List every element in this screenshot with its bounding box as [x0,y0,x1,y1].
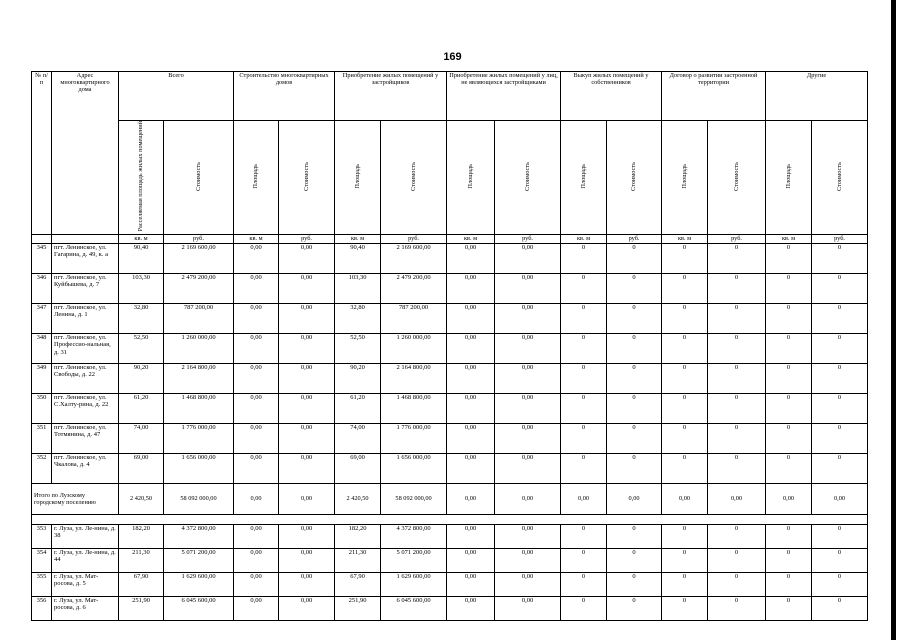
total-value: 0,00 [495,483,561,514]
row-value: 0,00 [279,423,335,453]
row-address: пгт. Ленинское, ул. Ленина, д. 1 [52,303,119,333]
sub-header-cost: Стоимость [495,121,561,235]
row-value: 0 [812,548,868,572]
total-value: 0,00 [279,483,335,514]
row-value: 0,00 [234,423,279,453]
row-value: 0 [812,393,868,423]
row-value: 74,00 [335,423,381,453]
row-value: 0 [708,453,766,483]
row-value: 0,00 [447,453,495,483]
row-value: 61,20 [335,393,381,423]
row-value: 90,20 [335,363,381,393]
row-value: 0 [812,423,868,453]
sub-header-area: Площадь [561,121,607,235]
scan-edge-bar [891,0,896,640]
group-header-from-developers: Приобретение жилых помещений у застройщиков [335,72,447,121]
row-value: 0 [561,243,607,273]
row-value: 0,00 [234,303,279,333]
row-value: 0,00 [234,243,279,273]
row-value: 61,20 [119,393,164,423]
row-value: 0 [708,363,766,393]
row-value: 6 045 600,00 [381,596,447,620]
row-address: г. Луза, ул. Ле-нина, д. 44 [52,548,119,572]
sub-header-cost: Стоимость [164,121,234,235]
row-value: 0 [607,273,662,303]
table-row [32,333,868,363]
row-value: 0 [607,596,662,620]
row-value: 0 [766,363,812,393]
row-value: 32,80 [119,303,164,333]
row-value: 4 372 800,00 [164,524,234,548]
row-value: 0 [662,363,708,393]
row-value: 90,40 [335,243,381,273]
row-value: 0 [766,303,812,333]
row-value: 787 200,00 [381,303,447,333]
total-value: 0,00 [812,483,868,514]
row-value: 0,00 [447,572,495,596]
total-row [32,483,868,514]
row-value: 0,00 [279,548,335,572]
table-row [32,243,868,273]
row-value: 103,30 [119,273,164,303]
row-value: 0,00 [447,363,495,393]
row-address: г. Луза, ул. Мат-росова, д. 6 [52,596,119,620]
row-value: 0,00 [234,453,279,483]
row-value: 0,00 [495,303,561,333]
total-value: 0,00 [662,483,708,514]
total-value: 0,00 [766,483,812,514]
sub-header-area: Площадь [234,121,279,235]
row-value: 0 [561,393,607,423]
row-value: 0 [561,596,607,620]
row-value: 0 [766,393,812,423]
row-value: 0 [766,548,812,572]
row-value: 52,50 [119,333,164,363]
table-row [32,596,868,620]
row-value: 0,00 [495,333,561,363]
row-number: 353 [32,524,52,548]
row-value: 0,00 [495,363,561,393]
row-value: 787 200,00 [164,303,234,333]
row-value: 0,00 [234,333,279,363]
sub-header-cost: Стоимость [812,121,868,235]
table-row [32,548,868,572]
row-address: г. Луза, ул. Мат-росова, д. 5 [52,572,119,596]
row-value: 1 260 000,00 [381,333,447,363]
row-number: 354 [32,548,52,572]
row-value: 0 [766,423,812,453]
row-value: 0,00 [234,548,279,572]
row-value: 0,00 [495,453,561,483]
row-value: 0,00 [447,333,495,363]
table-row [32,273,868,303]
total-label: Итого по Лузскому городскому поселению [32,483,119,514]
group-header-territory-contract: Договор о развитии застроенной территории [662,72,766,121]
row-value: 0 [812,453,868,483]
row-value: 0 [766,524,812,548]
row-value: 0,00 [495,524,561,548]
row-value: 0 [607,393,662,423]
row-value: 0 [708,393,766,423]
row-address: г. Луза, ул. Ле-нина, д. 38 [52,524,119,548]
row-value: 0,00 [495,548,561,572]
table-row [32,303,868,333]
row-value: 0,00 [495,572,561,596]
row-number: 350 [32,393,52,423]
row-value: 0 [708,243,766,273]
total-value: 0,00 [234,483,279,514]
row-value: 2 169 600,00 [381,243,447,273]
row-value: 2 479 200,00 [164,273,234,303]
row-value: 0 [561,453,607,483]
row-value: 0,00 [234,524,279,548]
row-value: 0,00 [495,393,561,423]
row-value: 0 [662,243,708,273]
group-header-construction: Строительство многоквартирных домов [234,72,335,121]
row-value: 0 [607,524,662,548]
row-value: 0 [766,453,812,483]
row-value: 1 468 800,00 [164,393,234,423]
row-value: 0 [708,303,766,333]
row-number: 345 [32,243,52,273]
group-header-other: Другие [766,72,868,121]
table-body-luza [32,524,868,620]
row-value: 0 [662,453,708,483]
row-value: 0,00 [279,303,335,333]
row-value: 90,40 [119,243,164,273]
col-address-header: Адрес многоквартирного дома [52,72,119,235]
row-value: 0,00 [447,548,495,572]
row-value: 0,00 [447,524,495,548]
row-value: 0 [812,572,868,596]
table-row [32,363,868,393]
row-value: 0 [708,596,766,620]
row-value: 0 [607,303,662,333]
group-header-buyout: Выкуп жилых помещений у собственников [561,72,662,121]
row-value: 1 656 000,00 [164,453,234,483]
row-value: 0,00 [495,243,561,273]
row-address: пгт. Ленинское, ул. Профессио-нальная, д. 31 [52,333,119,363]
total-value: 2 420,50 [119,483,164,514]
row-value: 0 [607,572,662,596]
row-value: 0,00 [447,303,495,333]
sub-header-area: Площадь [662,121,708,235]
row-value: 0,00 [234,363,279,393]
row-value: 0,00 [447,596,495,620]
row-value: 1 629 600,00 [381,572,447,596]
row-value: 0 [812,243,868,273]
row-value: 0,00 [234,393,279,423]
units-row: кв. м руб. кв. м руб. кв. м руб. кв. м руб. кв. м руб. кв. м руб. кв. м руб. [32,234,868,243]
row-address: пгт. Ленинское, ул. Тотмянина, д. 47 [52,423,119,453]
row-number: 355 [32,572,52,596]
row-value: 0 [708,273,766,303]
row-value: 0,00 [495,596,561,620]
row-value: 0 [766,273,812,303]
row-value: 103,30 [335,273,381,303]
row-value: 0 [812,273,868,303]
row-value: 2 169 600,00 [164,243,234,273]
row-value: 0 [812,363,868,393]
row-value: 211,30 [335,548,381,572]
row-value: 52,50 [335,333,381,363]
row-number: 356 [32,596,52,620]
row-value: 251,90 [335,596,381,620]
row-value: 1 776 000,00 [164,423,234,453]
row-value: 1 260 000,00 [164,333,234,363]
row-value: 0 [561,273,607,303]
row-value: 0,00 [279,453,335,483]
row-address: пгт. Ленинское, ул. Свободы, д. 22 [52,363,119,393]
row-value: 0 [662,524,708,548]
row-value: 0,00 [447,273,495,303]
row-number: 351 [32,423,52,453]
row-value: 0 [607,453,662,483]
row-value: 0 [708,524,766,548]
row-value: 0,00 [279,393,335,423]
row-value: 182,20 [335,524,381,548]
table-body-leninskoe [32,243,868,483]
row-value: 69,00 [119,453,164,483]
row-value: 0 [662,596,708,620]
total-value: 58 092 000,00 [164,483,234,514]
row-value: 0 [708,548,766,572]
row-value: 0 [607,423,662,453]
group-header-total: Всего [119,72,234,121]
row-value: 0,00 [234,572,279,596]
row-value: 0 [662,423,708,453]
row-value: 0 [561,423,607,453]
row-value: 67,90 [119,572,164,596]
row-value: 1 468 800,00 [381,393,447,423]
row-value: 0 [766,243,812,273]
sub-header-area: Площадь [766,121,812,235]
sub-header-area: Площадь [335,121,381,235]
row-address: пгт. Ленинское, ул. С.Халту-рина, д. 22 [52,393,119,423]
row-value: 0 [812,303,868,333]
row-value: 0,00 [495,273,561,303]
page-number: 169 [443,51,462,63]
row-number: 346 [32,273,52,303]
row-value: 211,30 [119,548,164,572]
sub-header-cost: Стоимость [708,121,766,235]
row-value: 251,90 [119,596,164,620]
row-address: пгт. Ленинское, ул. Гагарина, д. 49, к. а [52,243,119,273]
row-value: 0,00 [234,596,279,620]
row-number: 347 [32,303,52,333]
row-value: 0 [708,423,766,453]
row-value: 67,90 [335,572,381,596]
row-value: 0 [561,303,607,333]
row-value: 6 045 600,00 [164,596,234,620]
total-value: 0,00 [607,483,662,514]
gap-row [32,514,868,524]
row-value: 0,00 [279,333,335,363]
total-value: 0,00 [561,483,607,514]
row-value: 0 [561,572,607,596]
row-value: 0,00 [495,423,561,453]
row-value: 0,00 [279,572,335,596]
row-value: 5 071 200,00 [381,548,447,572]
row-value: 0 [812,596,868,620]
row-value: 0,00 [447,243,495,273]
row-value: 0,00 [279,524,335,548]
total-value: 58 092 000,00 [381,483,447,514]
sub-header-area: Площадь [447,121,495,235]
row-value: 0 [812,333,868,363]
table-row [32,423,868,453]
row-value: 0 [607,243,662,273]
housing-register-table [31,71,868,621]
row-value: 0 [708,333,766,363]
row-value: 5 071 200,00 [164,548,234,572]
row-value: 1 776 000,00 [381,423,447,453]
row-value: 0,00 [447,393,495,423]
row-value: 32,80 [335,303,381,333]
row-value: 0 [561,548,607,572]
row-value: 0 [561,333,607,363]
row-value: 0,00 [279,363,335,393]
row-value: 2 164 800,00 [164,363,234,393]
row-value: 4 372 800,00 [381,524,447,548]
row-value: 0,00 [279,596,335,620]
row-value: 0 [662,303,708,333]
row-value: 0 [766,333,812,363]
row-value: 0 [766,596,812,620]
row-value: 0,00 [279,243,335,273]
row-value: 74,00 [119,423,164,453]
row-value: 1 629 600,00 [164,572,234,596]
row-value: 0 [607,333,662,363]
row-value: 2 479 200,00 [381,273,447,303]
row-value: 0 [607,548,662,572]
col-num-header: № п/п [32,72,52,235]
table-total-section [32,483,868,524]
row-value: 0 [812,524,868,548]
row-value: 0 [561,363,607,393]
row-value: 0 [662,273,708,303]
row-value: 0,00 [447,423,495,453]
table-row [32,524,868,548]
row-value: 69,00 [335,453,381,483]
row-value: 90,20 [119,363,164,393]
row-value: 0 [662,333,708,363]
total-value: 0,00 [447,483,495,514]
group-header-from-non-developers: Приобретение жилых помещений у лиц, не являющихся застройщиками [447,72,561,121]
sub-header-cost: Стоимость [279,121,335,235]
row-number: 352 [32,453,52,483]
row-value: 0 [708,572,766,596]
row-number: 348 [32,333,52,363]
row-value: 1 656 000,00 [381,453,447,483]
row-value: 2 164 800,00 [381,363,447,393]
table-row [32,572,868,596]
row-value: 182,20 [119,524,164,548]
sub-header-cost: Стоимость [607,121,662,235]
row-value: 0 [662,572,708,596]
row-address: пгт. Ленинское, ул. Чкалова, д. 4 [52,453,119,483]
row-address: пгт. Ленинское, ул. Куйбышева, д. 7 [52,273,119,303]
row-value: 0 [561,524,607,548]
row-value: 0,00 [279,273,335,303]
row-value: 0 [662,393,708,423]
row-value: 0 [766,572,812,596]
row-value: 0,00 [234,273,279,303]
sub-header-cost: Стоимость [381,121,447,235]
sub-header-total-area: Расселяемая площадь жилых помещений [119,121,164,235]
row-value: 0 [662,548,708,572]
table-row [32,453,868,483]
total-value: 0,00 [708,483,766,514]
row-value: 0 [607,363,662,393]
table-row [32,393,868,423]
row-number: 349 [32,363,52,393]
total-value: 2 420,50 [335,483,381,514]
